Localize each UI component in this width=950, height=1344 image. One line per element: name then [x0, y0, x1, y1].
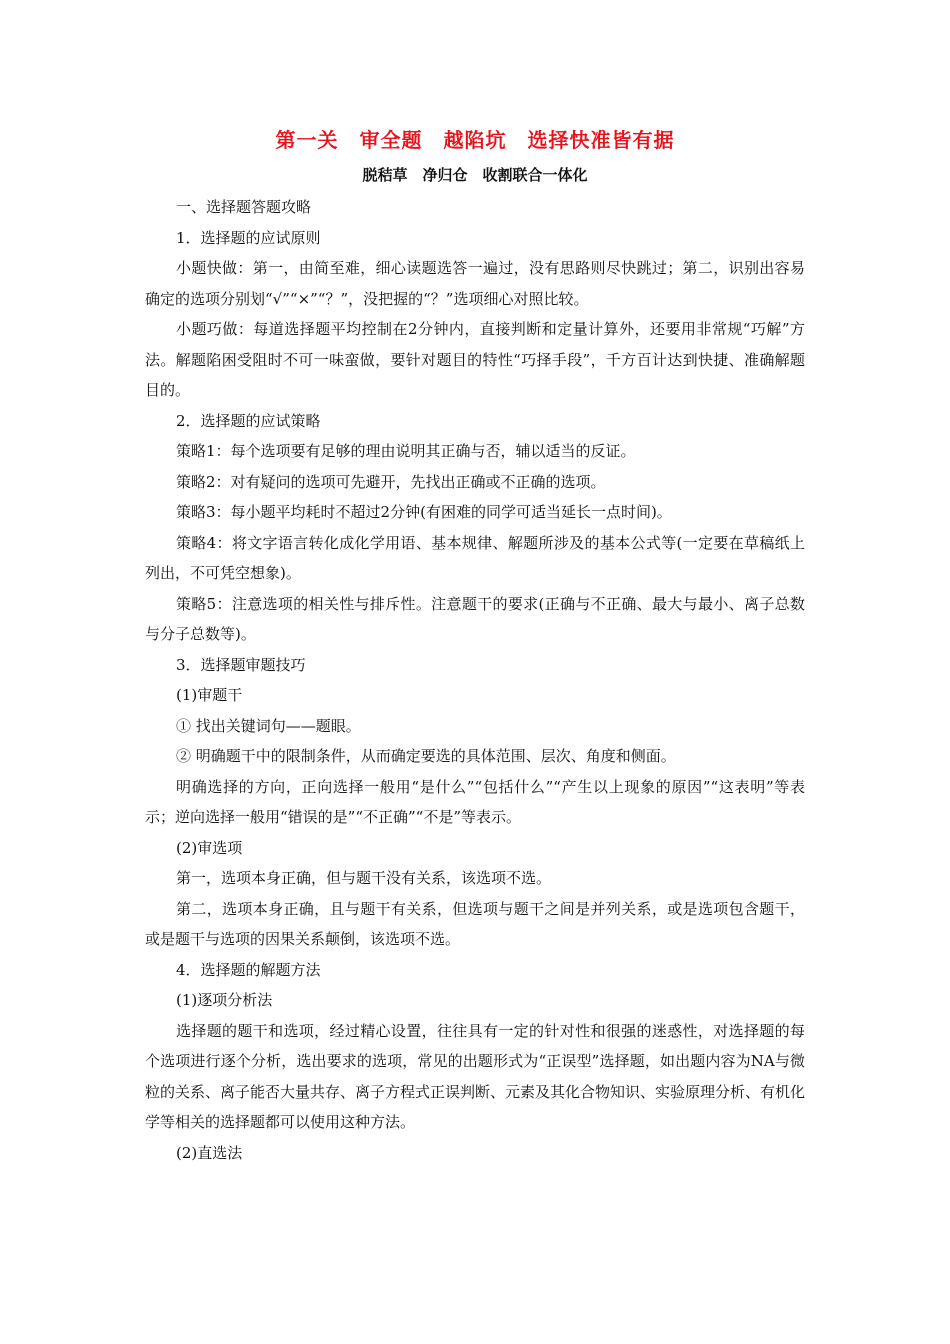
paragraph-direction: 明确选择的方向，正向选择一般用“是什么”“包括什么”“产生以上现象的原因”“这表明”等表示；逆向选择一般用“错误的是”“不正确”“不是”等表示。 [145, 777, 805, 826]
subsection-heading-methods: 4．选择题的解题方法 [176, 960, 321, 979]
stem-point-2: ② 明确题干中的限制条件，从而确定要选的具体范围、层次、角度和侧面。 [176, 747, 676, 765]
paragraph-clever: 小题巧做：每道选择题平均控制在2分钟内，直接判断和定量计算外，还要用非常规“巧解”方法。解题陷困受阻时不可一味蛮做，要针对题目的特性“巧择手段”，千方百计达到快捷、准确解题目的。 [145, 320, 805, 399]
subsection-heading-principles: 1．选择题的应试原则 [176, 228, 321, 247]
paragraph-quick: 小题快做：第一，由简至难，细心读题选答一遍过，没有思路则尽快跳过；第二，识别出容易确定的选项分别划“√”“×”“？”，没把握的“？”选项细心对照比较。 [145, 259, 805, 308]
strategy-5: 策略5：注意选项的相关性与排斥性。注意题干的要求(正确与不正确、最大与最小、离子总数与分子总数等)。 [145, 594, 805, 643]
strategy-2: 策略2：对有疑问的选项可先避开，先找出正确或不正确的选项。 [176, 472, 606, 491]
strategy-1: 策略1：每个选项要有足够的理由说明其正确与否，辅以适当的反证。 [176, 442, 636, 460]
paragraph-analysis: 选择题的题干和选项，经过精心设置，往往具有一定的针对性和很强的迷惑性，对选择题的每个选项进行逐个分析，选出要求的选项，常见的出题形式为“正误型”选择题，如出题内容为NA与微粒的关系、离子能否大量共存、离子方程式正误判断、元素及其化合物知识、实验原理分析、有机化学等相关的选择题都可以使用这种方法。 [145, 1021, 806, 1131]
subsection-heading-strategies: 2．选择题的应试策略 [176, 411, 321, 430]
document-body [145, 192, 805, 1168]
item-heading-direct: (2)直选法 [176, 1143, 243, 1162]
strategy-3: 策略3：每小题平均耗时不超过2分钟(有困难的同学可适当延长一点时间)。 [176, 503, 672, 521]
subsection-heading-review: 3．选择题审题技巧 [176, 655, 306, 674]
options-point-2: 第二，选项本身正确，且与题干有关系，但选项与题干之间是并列关系，或是选项包含题干，或是题干与选项的因果关系颠倒，该选项不选。 [145, 899, 805, 948]
options-point-1: 第一，选项本身正确，但与题干没有关系，该选项不选。 [176, 869, 552, 887]
strategy-4: 策略4：将文字语言转化成化学用语、基本规律、解题所涉及的基本公式等(一定要在草稿纸上列出，不可凭空想象)。 [145, 533, 805, 582]
item-heading-options: (2)审选项 [176, 838, 243, 857]
item-heading-analysis: (1)逐项分析法 [176, 991, 273, 1009]
page-subtitle: 脱秸草 净归仓 收割联合一体化 [362, 166, 588, 184]
section-heading-strategy: 一、选择题答题攻略 [176, 198, 312, 216]
stem-point-1: ① 找出关键词句——题眼。 [176, 716, 361, 735]
item-heading-stem: (1)审题干 [176, 686, 243, 704]
page-title: 第一关 审全题 越陷坑 选择快准皆有据 [275, 128, 675, 152]
